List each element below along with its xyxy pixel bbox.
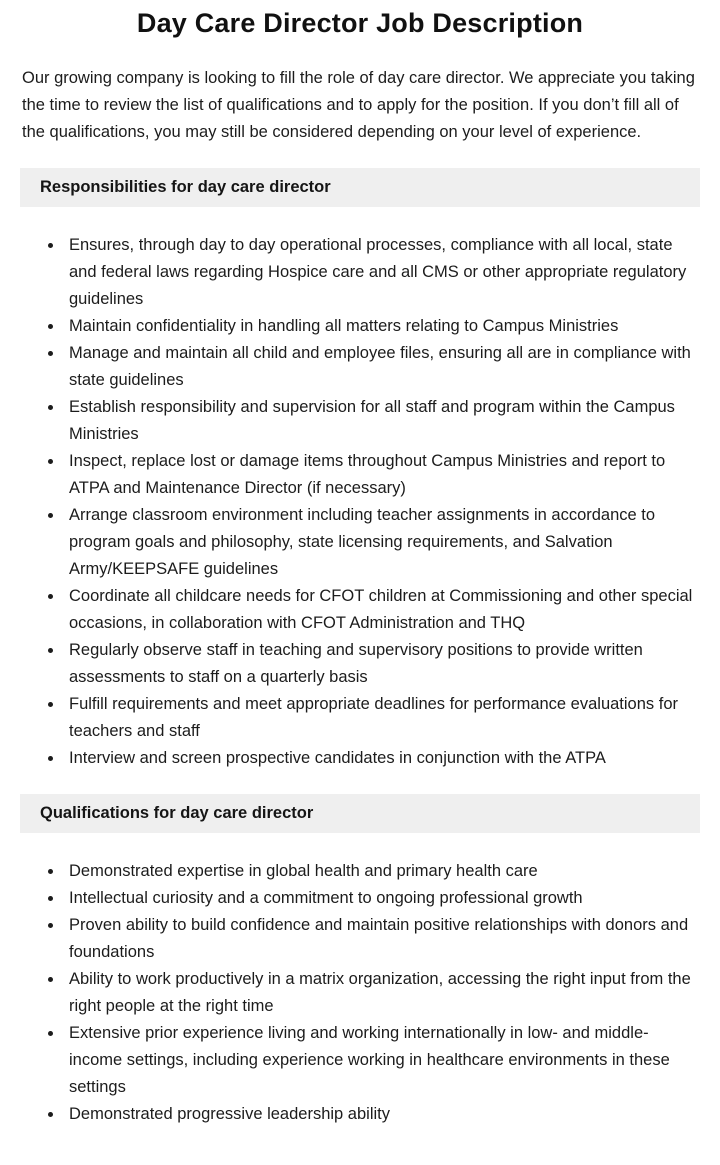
list-item: • Extensive prior experience living and working internationally in low- and middle-income settings, including experience working in healthcare environments in these settings [64,1020,698,1101]
list-item: • Coordinate all childcare needs for CFOT children at Commissioning and other special occasions, in collaboration with CFOT Administration and THQ [64,583,698,637]
list-item: • Establish responsibility and supervision for all staff and program within the Campus Ministries [64,394,698,448]
section-qualifications [22,794,698,1128]
list-item: • Intellectual curiosity and a commitment to ongoing professional growth [64,885,698,912]
list-item: • Maintain confidentiality in handling all matters relating to Campus Ministries [64,313,698,340]
intro-paragraph: Our growing company is looking to fill the role of day care director. We appreciate you taking the time to review the list of qualifications and to apply for the position. If you don’t fill all of the qualifications, you may still be considered depending on your level of experience. [22,69,695,141]
list-item: • Ensures, through day to day operational processes, compliance with all local, state and federal laws regarding Hospice care and all CMS or other appropriate regulatory guidelines [64,232,698,313]
responsibilities-list [22,232,698,772]
list-item: • Fulfill requirements and meet appropriate deadlines for performance evaluations for teachers and staff [64,691,698,745]
qualifications-list [22,858,698,1128]
section-heading-responsibilities: Responsibilities for day care director [20,168,700,207]
list-item: • Proven ability to build confidence and maintain positive relationships with donors and foundations [64,912,698,966]
section-responsibilities [22,168,698,772]
list-item: • Demonstrated progressive leadership ability [64,1101,698,1128]
list-item: • Ability to work productively in a matrix organization, accessing the right input from the right people at the right time [64,966,698,1020]
list-item: • Regularly observe staff in teaching and supervisory positions to provide written assessments to staff on a quarterly basis [64,637,698,691]
list-item: • Interview and screen prospective candidates in conjunction with the ATPA [64,745,698,772]
list-item: • Manage and maintain all child and employee files, ensuring all are in compliance with state guidelines [64,340,698,394]
list-item: • Inspect, replace lost or damage items throughout Campus Ministries and report to ATPA and Maintenance Director (if necessary) [64,448,698,502]
list-item: • Arrange classroom environment including teacher assignments in accordance to program goals and philosophy, state licensing requirements, and Salvation Army/KEEPSAFE guidelines [64,502,698,583]
page-title: Day Care Director Job Description [136,8,584,38]
section-heading-qualifications: Qualifications for day care director [20,794,700,833]
list-item: • Demonstrated expertise in global health and primary health care [64,858,698,885]
